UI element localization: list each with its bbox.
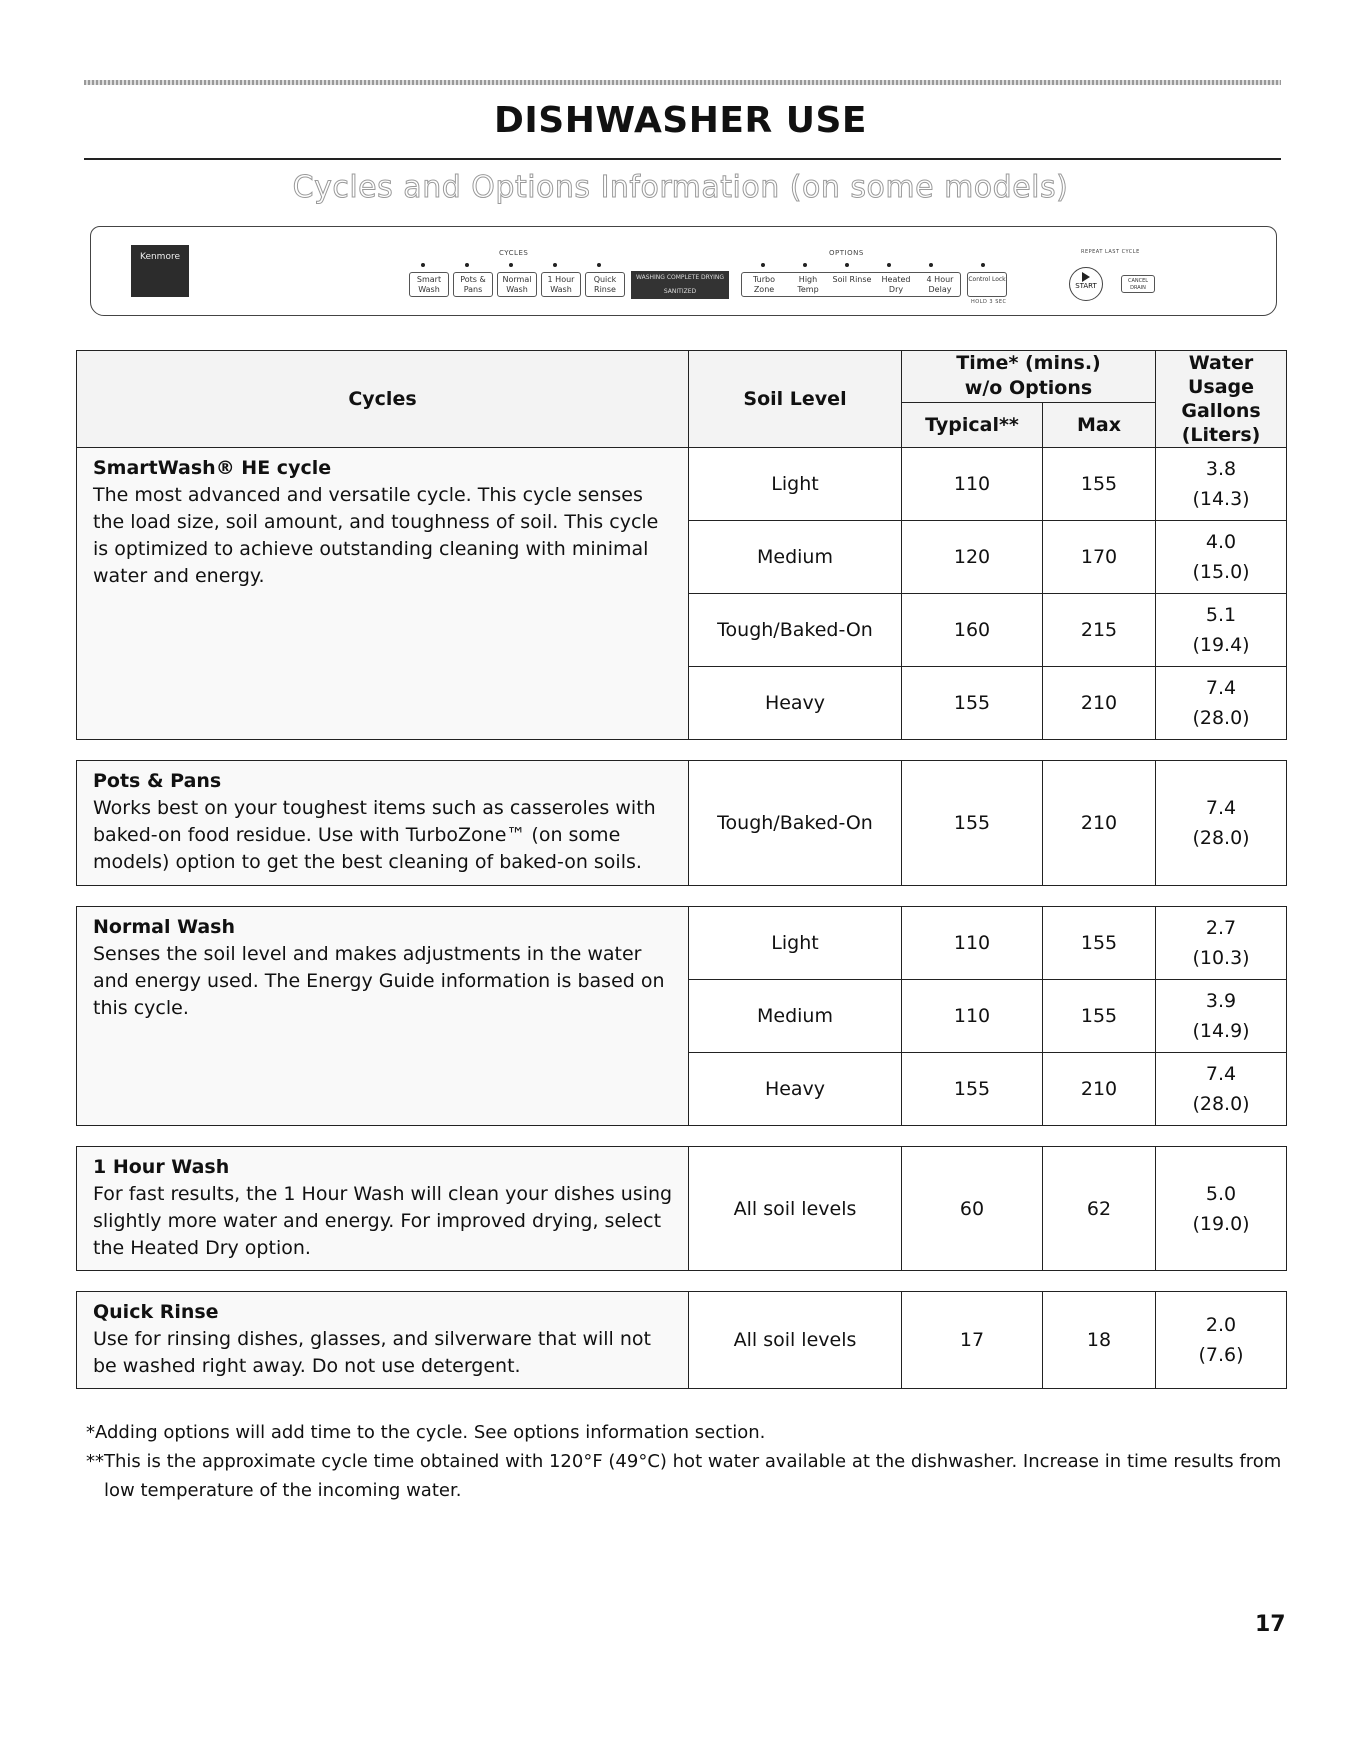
cycle-name: SmartWash® HE cycle <box>93 457 332 479</box>
title-rule <box>84 158 1281 160</box>
repeat-last-cycle-label: REPEAT LAST CYCLE <box>1081 249 1140 255</box>
water-cell: 7.4 (28.0) <box>1156 667 1287 740</box>
max-cell: 155 <box>1043 448 1156 521</box>
soil-cell: All soil levels <box>689 1147 902 1271</box>
soil-cell: Heavy <box>689 667 902 740</box>
page-number: 17 <box>1255 1612 1286 1637</box>
water-cell: 3.8 (14.3) <box>1156 448 1287 521</box>
cycle-description: Use for rinsing dishes, glasses, and silverware that will not be washed right away. Do not use detergent. <box>93 1328 651 1377</box>
cycle-name: Normal Wash <box>93 916 236 938</box>
typical-cell: 155 <box>902 1053 1043 1126</box>
high-temp-option: High Temp <box>797 275 819 294</box>
soil-cell: Light <box>689 448 902 521</box>
cycle-name: Pots & Pans <box>93 770 222 792</box>
max-cell: 62 <box>1043 1147 1156 1271</box>
cycle-description: For fast results, the 1 Hour Wash will clean your dishes using slightly more water and energy. For improved drying, select the Heated Dry option. <box>93 1183 673 1259</box>
cycle-description: The most advanced and versatile cycle. This cycle senses the load size, soil amount, and toughness of soil. This cycle is optimized to achieve outstanding cleaning with minimal water and energy. <box>93 484 659 587</box>
cancel-drain-button: CANCEL DRAIN <box>1121 275 1155 293</box>
typical-cell: 110 <box>902 980 1043 1053</box>
typical-cell: 110 <box>902 907 1043 980</box>
one-hour-wash-description-cell <box>77 1147 689 1271</box>
typical-cell: 17 <box>902 1292 1043 1389</box>
cycles-table <box>76 350 1287 1389</box>
soil-cell: Tough/Baked-On <box>689 761 902 886</box>
soil-cell: Medium <box>689 980 902 1053</box>
smart-wash-button: Smart Wash <box>409 272 449 297</box>
turbo-zone-option: Turbo Zone <box>752 275 775 294</box>
cycle-description: Works best on your toughest items such as casseroles with baked-on food residue. Use with TurboZone™ (on some models) option to get the best cleaning of baked-on soils. <box>93 797 656 873</box>
water-cell: 7.4 (28.0) <box>1156 761 1287 886</box>
smartwash-description-cell <box>77 448 689 740</box>
control-lock-button: Control Lock <box>967 272 1007 297</box>
water-cell: 2.0 (7.6) <box>1156 1292 1287 1389</box>
typical-cell: 160 <box>902 594 1043 667</box>
soil-cell: Medium <box>689 521 902 594</box>
max-cell: 18 <box>1043 1292 1156 1389</box>
time-header: Time* (mins.) w/o Options <box>902 351 1156 403</box>
pots-pans-description-cell <box>77 761 689 886</box>
typical-cell: 110 <box>902 448 1043 521</box>
soil-rinse-option: Soil Rinse <box>832 275 872 284</box>
normal-wash-button: Normal Wash <box>497 272 537 297</box>
cycle-name: Quick Rinse <box>93 1301 219 1323</box>
delay-option: 4 Hour Delay <box>926 275 954 294</box>
section-subtitle: Cycles and Options Information (on some models) <box>292 170 1069 205</box>
water-cell: 3.9 (14.9) <box>1156 980 1287 1053</box>
options-bar <box>741 272 961 297</box>
hold-label: HOLD 3 SEC <box>971 299 1007 305</box>
max-cell: 155 <box>1043 907 1156 980</box>
typical-cell: 155 <box>902 667 1043 740</box>
cycle-name: 1 Hour Wash <box>93 1156 230 1178</box>
max-cell: 170 <box>1043 521 1156 594</box>
start-button: START <box>1069 267 1103 301</box>
quick-rinse-button: Quick Rinse <box>585 272 625 297</box>
water-cell: 7.4 (28.0) <box>1156 1053 1287 1126</box>
typical-cell: 155 <box>902 761 1043 886</box>
max-cell: 210 <box>1043 667 1156 740</box>
typical-header: Typical** <box>902 402 1043 447</box>
normal-wash-description-cell <box>77 907 689 1126</box>
page-title: DISHWASHER USE <box>494 100 867 141</box>
soil-cell: Heavy <box>689 1053 902 1126</box>
status-display: WASHING COMPLETE DRYING SANITIZED <box>631 271 729 299</box>
quick-rinse-description-cell <box>77 1292 689 1389</box>
max-cell: 210 <box>1043 761 1156 886</box>
footnote-1: *Adding options will add time to the cycle. See options information section. <box>86 1422 766 1443</box>
water-cell: 5.1 (19.4) <box>1156 594 1287 667</box>
water-cell: 5.0 (19.0) <box>1156 1147 1287 1271</box>
water-cell: 2.7 (10.3) <box>1156 907 1287 980</box>
max-cell: 210 <box>1043 1053 1156 1126</box>
typical-cell: 120 <box>902 521 1043 594</box>
soil-cell: Tough/Baked-On <box>689 594 902 667</box>
max-cell: 155 <box>1043 980 1156 1053</box>
control-panel-illustration <box>90 226 1277 316</box>
typical-cell: 60 <box>902 1147 1043 1271</box>
soil-level-header: Soil Level <box>689 351 902 448</box>
soil-cell: Light <box>689 907 902 980</box>
max-cell: 215 <box>1043 594 1156 667</box>
cycles-group-label: CYCLES <box>499 249 529 257</box>
heated-dry-option: Heated Dry <box>881 275 911 294</box>
water-cell: 4.0 (15.0) <box>1156 521 1287 594</box>
one-hour-wash-button: 1 Hour Wash <box>541 272 581 297</box>
pots-pans-button: Pots & Pans <box>453 272 493 297</box>
footnotes <box>86 1418 1286 1505</box>
top-rule <box>84 80 1281 85</box>
max-header: Max <box>1043 402 1156 447</box>
soil-cell: All soil levels <box>689 1292 902 1389</box>
cycles-header: Cycles <box>77 351 689 448</box>
kenmore-logo: Kenmore <box>131 245 189 297</box>
water-usage-header: Water Usage Gallons (Liters) <box>1156 351 1287 448</box>
options-group-label: OPTIONS <box>829 249 864 257</box>
cycle-description: Senses the soil level and makes adjustments in the water and energy used. The Energy Guide information is based on this cycle. <box>93 943 665 1019</box>
footnote-2: **This is the approximate cycle time obtained with 120°F (49°C) hot water available at the dishwasher. Increase in time results from low temperature of the incoming water. <box>86 1451 1282 1501</box>
play-icon <box>1082 272 1090 282</box>
